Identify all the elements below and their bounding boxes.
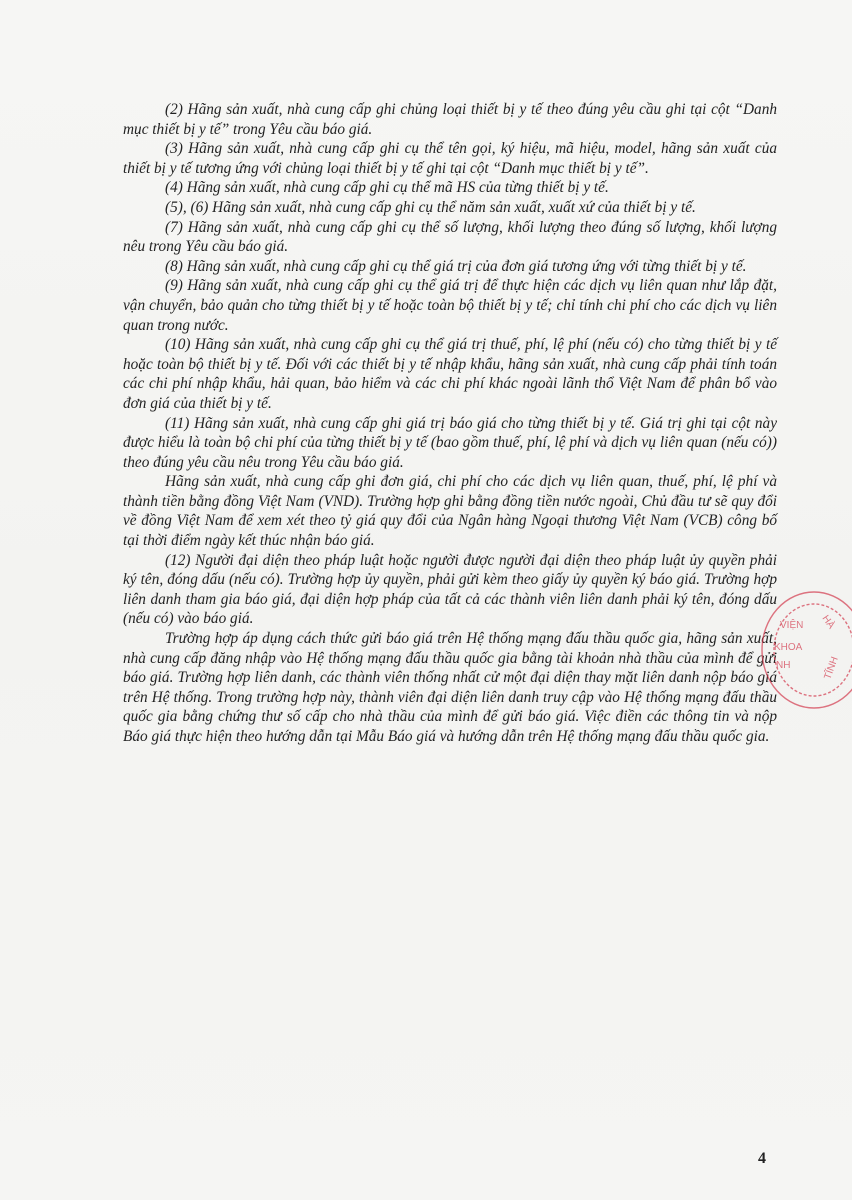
paragraph-note-8: (8) Hãng sản xuất, nhà cung cấp ghi cụ thể giá trị của đơn giá tương ứng với từng thiết bị y tế. bbox=[165, 257, 747, 275]
document-body bbox=[123, 100, 777, 747]
paragraph-note-4: (4) Hãng sản xuất, nhà cung cấp ghi cụ thể mã HS của từng thiết bị y tế. bbox=[165, 179, 609, 197]
stamp-text-3: NH bbox=[776, 660, 791, 671]
paragraph-note-12: (12) Người đại diện theo pháp luật hoặc người được người đại diện theo pháp luật ủy quyền phải ký tên, đóng dấu (nếu có). Trường hợp ủy quyền, phải gửi kèm theo giấy ủy quyền ký báo giá. Trường hợp liên danh tham gia báo giá, đại diện hợp pháp của tất cả các thành viên liên danh phải ký tên, đóng dấu (nếu có) vào báo giá. bbox=[123, 551, 777, 628]
stamp-text-1: VIỆN bbox=[780, 620, 804, 631]
stamp-text-2: KHOA bbox=[774, 642, 803, 653]
seal-stamp-icon bbox=[752, 588, 852, 718]
paragraph-note-9: (9) Hãng sản xuất, nhà cung cấp ghi cụ thể giá trị để thực hiện các dịch vụ liên quan như lắp đặt, vận chuyển, bảo quản cho từng thiết bị y tế hoặc toàn bộ thiết bị y tế; chỉ tính chi phí cho các dịch vụ liên quan trong nước. bbox=[123, 277, 777, 334]
paragraph-note-11: (11) Hãng sản xuất, nhà cung cấp ghi giá trị báo giá cho từng thiết bị y tế. Giá trị ghi tại cột này được hiểu là toàn bộ chi phí của từng thiết bị y tế (bao gồm thuế, phí, lệ phí và dịch vụ liên quan (nếu có)) theo đúng yêu cầu nêu trong Yêu cầu báo giá. bbox=[123, 414, 777, 471]
paragraph-online-submission: Trường hợp áp dụng cách thức gửi báo giá trên Hệ thống mạng đấu thầu quốc gia, hãng sản xuất, nhà cung cấp đăng nhập vào Hệ thống mạng đấu thầu quốc gia bằng tài khoản nhà thầu của mình để gửi báo giá. Trường hợp liên danh, các thành viên thống nhất cử một đại diện thay mặt liên danh nộp báo giá trên Hệ thống. Trong trường hợp này, thành viên đại diện liên danh truy cập vào Hệ thống mạng đấu thầu quốc gia bằng chứng thư số cấp cho nhà thầu của mình để gửi báo giá. Việc điền các thông tin và nộp Báo giá thực hiện theo hướng dẫn tại Mẫu Báo giá và hướng dẫn trên Hệ thống mạng đấu thầu quốc gia. bbox=[123, 630, 777, 745]
stamp-text-4: TĨNH bbox=[822, 655, 841, 682]
paragraph-note-2: (2) Hãng sản xuất, nhà cung cấp ghi chủng loại thiết bị y tế theo đúng yêu cầu ghi tại cột “Danh mục thiết bị y tế” trong Yêu cầu báo giá. bbox=[123, 101, 777, 138]
stamp-text-0: HÀ bbox=[819, 613, 837, 632]
paragraph-note-3: (3) Hãng sản xuất, nhà cung cấp ghi cụ thể tên gọi, ký hiệu, mã hiệu, model, hãng sản xuất của thiết bị y tế tương ứng với chủng loại thiết bị y tế ghi tại cột “Danh mục thiết bị y tế”. bbox=[123, 140, 777, 177]
paragraph-note-5-6: (5), (6) Hãng sản xuất, nhà cung cấp ghi cụ thể năm sản xuất, xuất xứ của thiết bị y tế. bbox=[165, 198, 696, 216]
paragraph-note-10: (10) Hãng sản xuất, nhà cung cấp ghi cụ thể giá trị thuế, phí, lệ phí (nếu có) cho từng thiết bị y tế hoặc toàn bộ thiết bị y tế. Đối với các thiết bị y tế nhập khẩu, hãng sản xuất, nhà cung cấp phải tính toán các chi phí nhập khẩu, hải quan, bảo hiểm và các chi phí khác ngoài lãnh thổ Việt Nam để phân bổ vào đơn giá của thiết bị y tế. bbox=[123, 336, 777, 412]
page-number: 4 bbox=[758, 1150, 766, 1167]
paragraph-currency: Hãng sản xuất, nhà cung cấp ghi đơn giá, chi phí cho các dịch vụ liên quan, thuế, phí, lệ phí và thành tiền bằng đồng Việt Nam (VND). Trường hợp ghi bằng đồng tiền nước ngoài, Chủ đầu tư sẽ quy đổi về đồng Việt Nam để xem xét theo tỷ giá quy đổi của Ngân hàng Ngoại thương Việt Nam (VCB) công bố tại thời điểm ngày kết thúc nhận báo giá. bbox=[123, 473, 777, 550]
paragraph-note-7: (7) Hãng sản xuất, nhà cung cấp ghi cụ thể số lượng, khối lượng theo đúng số lượng, khối lượng nêu trong Yêu cầu báo giá. bbox=[123, 218, 777, 256]
